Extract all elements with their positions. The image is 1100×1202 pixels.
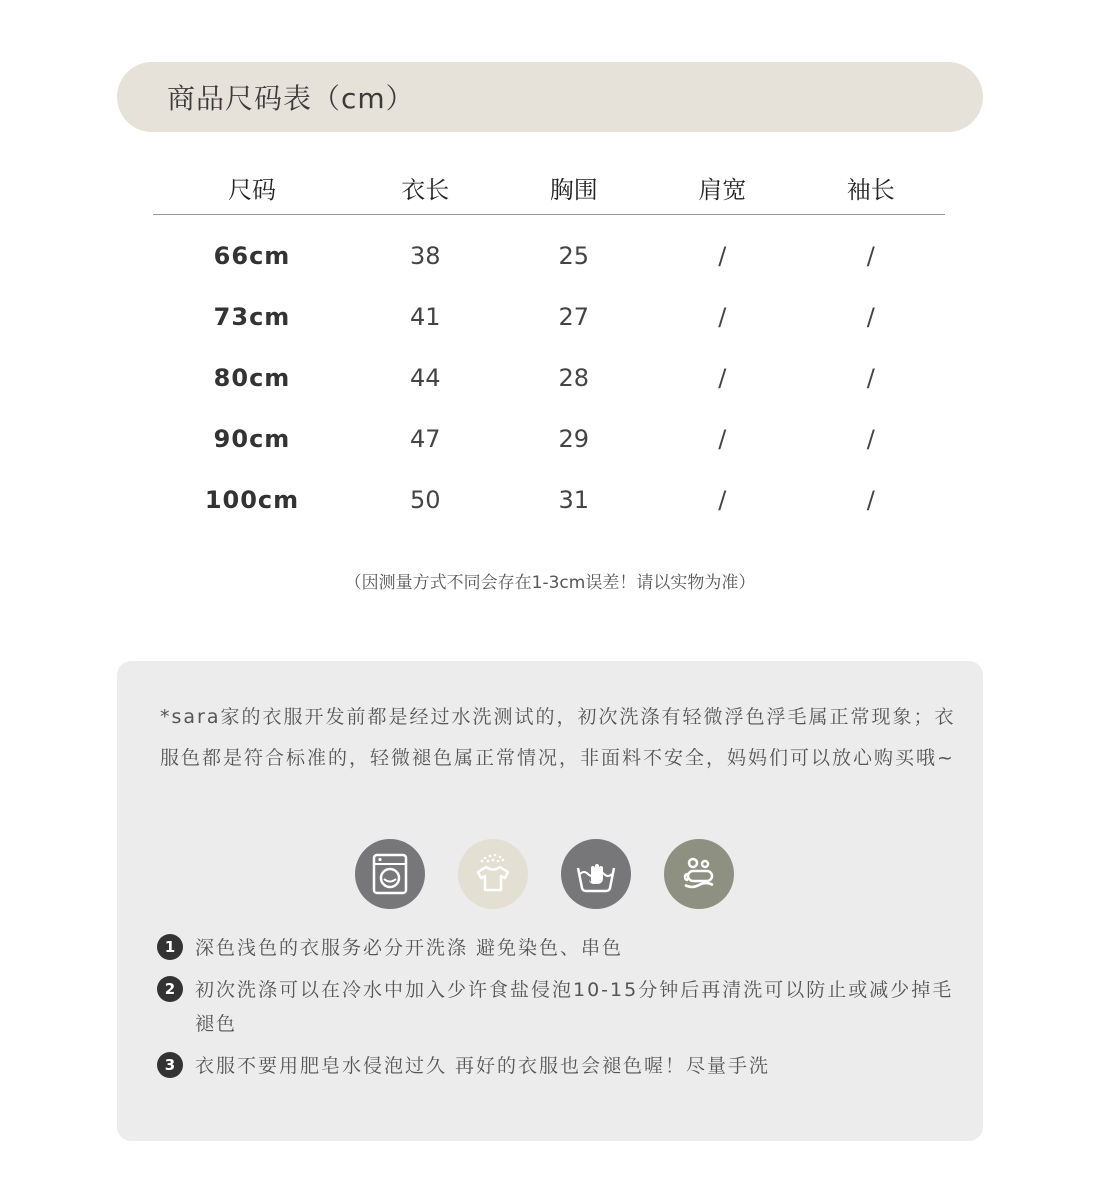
cell-size: 73cm bbox=[213, 302, 291, 331]
header-chest: 胸围 bbox=[549, 175, 598, 204]
list-item bbox=[157, 1049, 957, 1083]
header-shoulder: 肩宽 bbox=[698, 175, 747, 204]
table-row bbox=[153, 347, 945, 408]
size-chart-title bbox=[117, 62, 983, 132]
size-table bbox=[153, 160, 945, 530]
table-body bbox=[153, 225, 945, 530]
cell-length: 50 bbox=[409, 485, 441, 514]
cell-length: 41 bbox=[409, 302, 441, 331]
washing-machine-icon bbox=[355, 839, 425, 909]
cell-chest: 31 bbox=[558, 485, 590, 514]
cell-chest: 27 bbox=[558, 302, 590, 331]
table-row bbox=[153, 408, 945, 469]
cell-chest: 29 bbox=[558, 424, 590, 453]
table-header bbox=[153, 160, 945, 215]
care-tips bbox=[157, 931, 957, 1091]
tshirt-sparkle-icon bbox=[458, 839, 528, 909]
cell-sleeve: / bbox=[866, 363, 875, 392]
measurement-note: （因测量方式不同会存在1-3cm误差！请以实物为准） bbox=[344, 573, 756, 593]
cell-shoulder: / bbox=[718, 241, 727, 270]
list-item bbox=[157, 973, 957, 1041]
table-row bbox=[153, 286, 945, 347]
cell-sleeve: / bbox=[866, 485, 875, 514]
cell-size: 66cm bbox=[213, 241, 291, 270]
tip-number-badge: 1 bbox=[157, 934, 183, 960]
care-instructions-panel bbox=[117, 661, 983, 1141]
cell-shoulder: / bbox=[718, 485, 727, 514]
cell-shoulder: / bbox=[718, 363, 727, 392]
care-intro-text: *sara家的衣服开发前都是经过水洗测试的，初次洗涤有轻微浮色浮毛属正常现象；衣服色都是符合标准的，轻微褪色属正常情况，非面料不安全，妈妈们可以放心购买哦~ bbox=[160, 706, 956, 769]
cell-size: 90cm bbox=[213, 424, 291, 453]
tip-text: 初次洗涤可以在冷水中加入少许食盐侵泡10-15分钟后再清洗可以防止或减少掉毛褪色 bbox=[195, 979, 954, 1035]
tip-text: 衣服不要用肥皂水侵泡过久 再好的衣服也会褪色喔！尽量手洗 bbox=[195, 1055, 771, 1077]
cell-sleeve: / bbox=[866, 302, 875, 331]
care-icon-row bbox=[355, 839, 734, 909]
list-item bbox=[157, 931, 957, 965]
cell-length: 38 bbox=[409, 241, 441, 270]
table-row bbox=[153, 469, 945, 530]
tip-number-badge: 3 bbox=[157, 1052, 183, 1078]
cell-chest: 28 bbox=[558, 363, 590, 392]
cell-size: 100cm bbox=[204, 485, 300, 514]
soak-basin-icon bbox=[664, 839, 734, 909]
cell-chest: 25 bbox=[558, 241, 590, 270]
hand-wash-icon bbox=[561, 839, 631, 909]
cell-shoulder: / bbox=[718, 424, 727, 453]
tip-text: 深色浅色的衣服务必分开洗涤 避免染色、串色 bbox=[195, 937, 624, 959]
cell-length: 44 bbox=[409, 363, 441, 392]
table-row bbox=[153, 225, 945, 286]
cell-length: 47 bbox=[409, 424, 441, 453]
tip-number-badge: 2 bbox=[157, 976, 183, 1002]
cell-size: 80cm bbox=[213, 363, 291, 392]
cell-shoulder: / bbox=[718, 302, 727, 331]
header-size: 尺码 bbox=[228, 175, 276, 204]
size-chart-title-text: 商品尺码表（cm） bbox=[167, 82, 415, 115]
cell-sleeve: / bbox=[866, 241, 875, 270]
cell-sleeve: / bbox=[866, 424, 875, 453]
header-length: 衣长 bbox=[401, 175, 450, 204]
header-sleeve: 袖长 bbox=[846, 175, 895, 204]
